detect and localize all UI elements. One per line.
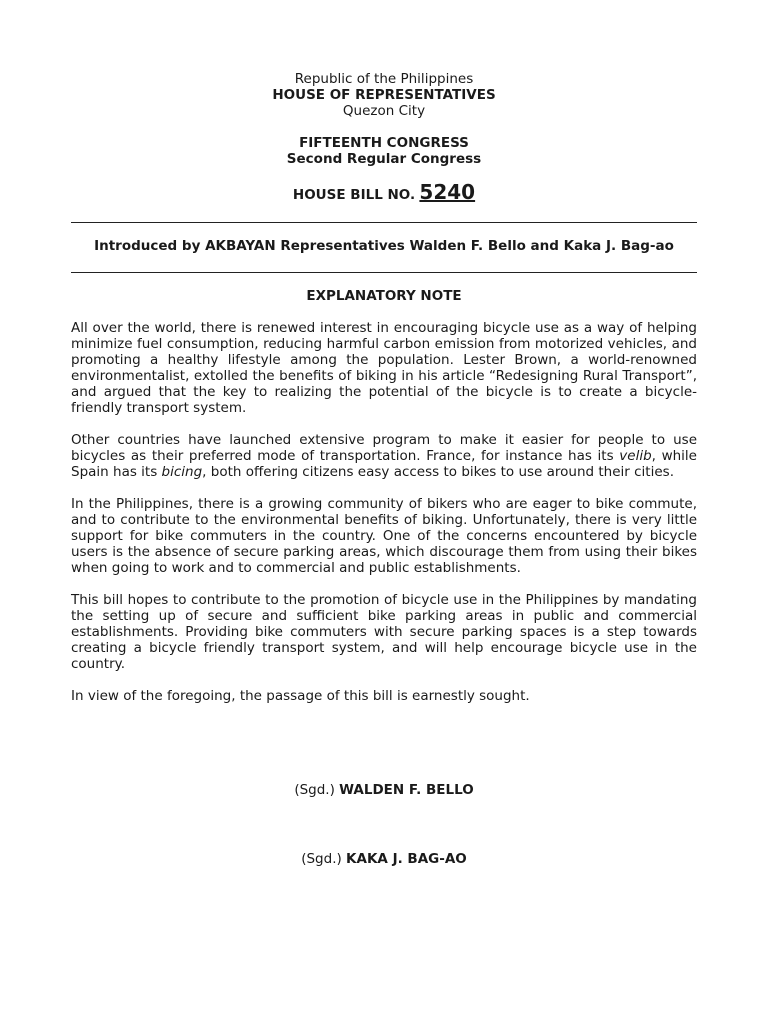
signatory-name: KAKA J. BAG-AO (346, 851, 467, 867)
signatory-name: WALDEN F. BELLO (339, 782, 474, 798)
paragraph-1: All over the world, there is renewed interest in encouraging bicycle use as a way of helping minimize fuel consumption, reducing harmful carbon emission from motorized vehicles, and promoting a healthy lifestyle among the population. Lester Brown, a world-renowned environmentalist, extolled the benefits of biking in his article “Redesigning Rural Transport”, and argued that the key to realizing the potential of the bicycle is to create a bicycle-friendly transport system. (71, 320, 697, 416)
paragraph-5: In view of the foregoing, the passage of this bill is earnestly sought. (71, 688, 530, 704)
signature-bagao (71, 851, 697, 867)
sgd-prefix: (Sgd.) (294, 782, 340, 798)
paragraph-2-part-a: Other countries have launched extensive program to make it easier for people to use bicycles as their preferred mode of transportation. France, for instance has its (71, 432, 697, 464)
republic-line: Republic of the Philippines (294, 71, 474, 87)
house-line: HOUSE OF REPRESENTATIVES (272, 87, 496, 103)
document-page (71, 0, 697, 867)
bill-number: 5240 (419, 180, 476, 204)
congress-line: FIFTEENTH CONGRESS (299, 135, 469, 151)
session-line: Second Regular Congress (286, 151, 482, 167)
paragraph-2 (71, 432, 697, 480)
sgd-prefix: (Sgd.) (301, 851, 347, 867)
signature-bello (71, 782, 697, 798)
bill-number-line (71, 181, 697, 206)
city-line: Quezon City (342, 103, 426, 119)
paragraph-4: This bill hopes to contribute to the promotion of bicycle use in the Philippines by mandating the setting up of secure and sufficient bike parking areas in public and commercial establishments. Providing bike commuters with secure parking spaces is a step towards creating a bicycle friendly transport system, and will help encourage bicycle use in the country. (71, 592, 697, 672)
introduced-by: Introduced by AKBAYAN Representatives Walden F. Bello and Kaka J. Bag-ao (94, 238, 674, 254)
velib-term: velib (619, 448, 652, 464)
paragraph-2-part-b: , while Spain has its (71, 448, 697, 480)
bill-label: HOUSE BILL NO. (292, 187, 416, 203)
paragraph-3: In the Philippines, there is a growing community of bikers who are eager to bike commute, and to contribute to the environmental benefits of biking. Unfortunately, there is very little support for bike commuters in the country. One of the concerns encountered by bicycle users is the absence of secure parking areas, which discourage them from using their bikes when going to work and to commercial and public establishments. (71, 496, 697, 576)
explanatory-note-title: EXPLANATORY NOTE (306, 288, 462, 304)
paragraph-2-part-c: , both offering citizens easy access to bikes to use around their cities. (202, 464, 674, 480)
bicing-term: bicing (161, 464, 203, 480)
